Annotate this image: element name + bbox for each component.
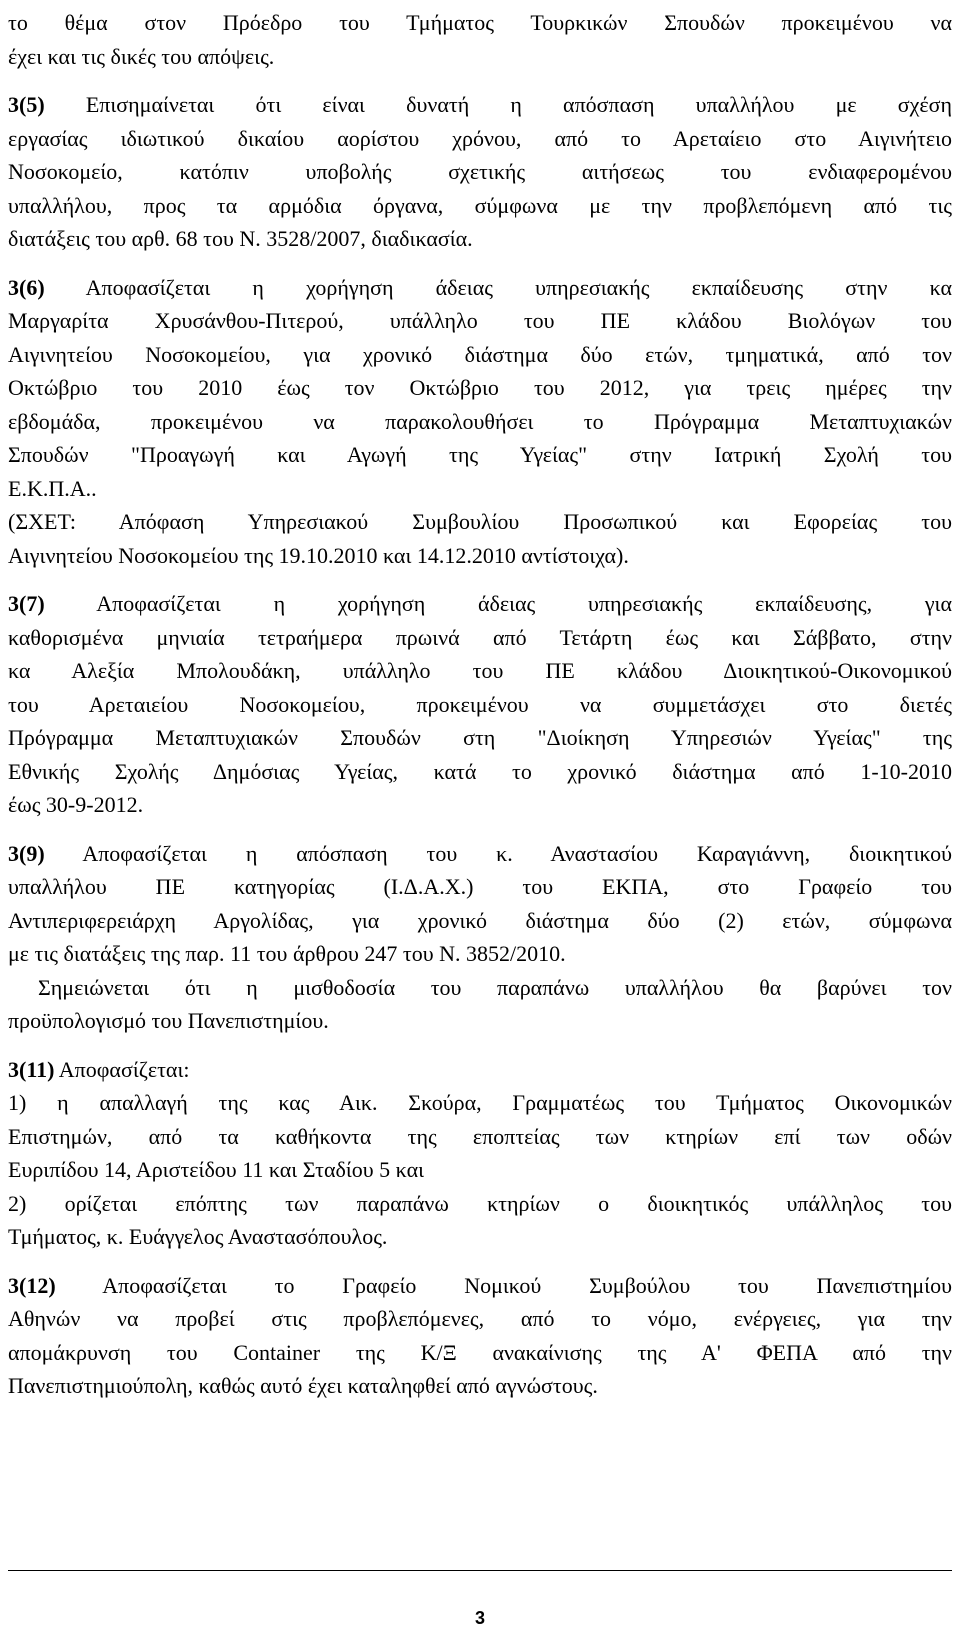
item-line: έως 30-9-2012. [8,792,144,817]
item-number: 3(12) [8,1272,56,1298]
document-body [8,6,952,1403]
item-text: Αποφασίζεται η απόσπαση του κ. Αναστασίου Καραγιάννη, διοικητικού [44,840,952,866]
item-text: Αποφασίζεται η χορήγηση άδειας υπηρεσιακής εκπαίδευσης, για [44,591,952,616]
item-line [8,837,952,871]
item-3-6 [8,271,952,573]
item-line: Ευριπίδου 14, Αριστείδου 11 και Σταδίου 5 και [8,1157,425,1182]
item-3-5 [8,88,952,256]
note-line: προϋπολογισμό του Πανεπιστημίου. [8,1008,329,1033]
item-line: Οκτώβριο του 2010 έως τον Οκτώβριο του 2012, για τρεις ημέρες την [8,375,952,400]
item-line [8,1269,952,1303]
note-line: Σημειώνεται ότι η μισθοδοσία του παραπάνω υπαλλήλου θα βαρύνει τον [38,974,952,1000]
item-line: με τις διατάξεις της παρ. 11 του άρθρου 247 του Ν. 3852/2010. [8,941,566,966]
item-number: 3(9) [8,840,45,866]
item-line: Αιγινητείου Νοσοκομείου, για χρονικό διάστημα δύο ετών, τμηματικά, από τον [8,341,952,367]
item-line: διατάξεις του αρθ. 68 του Ν. 3528/2007, διαδικασία. [8,226,473,251]
footer-divider [8,1570,952,1571]
item-line: Σπουδών "Προαγωγή και Αγωγή της Υγείας" στην Ιατρική Σχολή του [8,442,952,467]
item-line: εργασίας ιδιωτικού δικαίου αορίστου χρόνου, από το Αρεταίειο στο Αιγινήτειο [8,125,952,151]
item-3-12 [8,1269,952,1403]
item-line: απομάκρυνση του Container της Κ/Ξ ανακαίνισης της Α' ΦΕΠΑ από την [8,1339,952,1365]
intro-paragraph [8,6,952,73]
item-3-7 [8,587,952,822]
intro-line: το θέμα στον Πρόεδρο του Τμήματος Τουρκικών Σπουδών προκειμένου να [8,10,952,35]
page-number: 3 [474,1608,485,1628]
item-line [8,587,952,621]
item-line: υπαλλήλου ΠΕ κατηγορίας (Ι.Δ.Α.Χ.) του ΕΚΠΑ, στο Γραφείο του [8,874,952,899]
item-number: 3(11) [8,1056,55,1082]
item-line: Ε.Κ.Π.Α.. [8,475,97,501]
item-line: κα Αλεξία Μπολουδάκη, υπάλληλο του ΠΕ κλάδου Διοικητικού-Οικονομικού [8,658,952,683]
item-text: Αποφασίζεται η χορήγηση άδειας υπηρεσιακής εκπαίδευσης στην κα [44,274,952,300]
item-line: Πανεπιστημιούπολη, καθώς αυτό έχει καταληφθεί από αγνώστους. [8,1373,598,1398]
item-line: 1) η απαλλαγή της κας Αικ. Σκούρα, Γραμματέως του Τμήματος Οικονομικών [8,1090,952,1115]
item-text: Αποφασίζεται το Γραφείο Νομικού Συμβούλου του Πανεπιστημίου [55,1272,952,1298]
intro-line: έχει και τις δικές του απόψεις. [8,43,275,69]
item-line [8,88,952,122]
item-line: του Αρεταιείου Νοσοκομείου, προκειμένου να συμμετάσχει στο διετές [8,691,952,717]
item-line: (ΣΧΕΤ: Απόφαση Υπηρεσιακού Συμβουλίου Προσωπικού και Εφορείας του [8,509,952,534]
item-line [8,271,952,305]
item-line: Επιστημών, από τα καθήκοντα της εποπτείας των κτηρίων επί των οδών [8,1123,952,1149]
item-line: Πρόγραμμα Μεταπτυχιακών Σπουδών στη "Διοίκηση Υπηρεσιών Υγείας" της [8,725,952,750]
item-text: Επισημαίνεται ότι είναι δυνατή η απόσπαση υπαλλήλου με σχέση [44,92,952,117]
item-line: υπαλλήλου, προς τα αρμόδια όργανα, σύμφωνα με την προβλεπόμενη από τις [8,192,952,218]
item-line: 2) ορίζεται επόπτης των παραπάνω κτηρίων ο διοικητικός υπάλληλος του [8,1190,952,1216]
item-line: Τμήματος, κ. Ευάγγελος Αναστασόπουλος. [8,1224,388,1249]
item-line: Μαργαρίτα Χρυσάνθου-Πιτερού, υπάλληλο του ΠΕ κλάδου Βιολόγων του [8,308,952,333]
item-line: Αιγινητείου Νοσοκομείου της 19.10.2010 και 14.12.2010 αντίστοιχα). [8,542,629,568]
item-line: Αντιπεριφερειάρχη Αργολίδας, για χρονικό διάστημα δύο (2) ετών, σύμφωνα [8,907,952,933]
item-3-11 [8,1053,952,1254]
item-number: 3(7) [8,591,45,616]
item-line [8,1053,952,1087]
item-number: 3(5) [8,92,45,117]
item-line: Αθηνών να προβεί στις προβλεπόμενες, από το νόμο, ενέργειες, για την [8,1306,952,1331]
item-text: Αποφασίζεται: [54,1056,190,1082]
item-line: Νοσοκομείο, κατόπιν υποβολής σχετικής αιτήσεως του ενδιαφερομένου [8,159,952,184]
item-number: 3(6) [8,274,45,300]
item-line: εβδομάδα, προκειμένου να παρακολουθήσει το Πρόγραμμα Μεταπτυχιακών [8,408,952,434]
item-line: καθορισμένα μηνιαία τετραήμερα πρωινά από Τετάρτη έως και Σάββατο, στην [8,624,952,650]
item-3-9 [8,837,952,1038]
item-line: Εθνικής Σχολής Δημόσιας Υγείας, κατά το χρονικό διάστημα από 1-10-2010 [8,758,952,784]
